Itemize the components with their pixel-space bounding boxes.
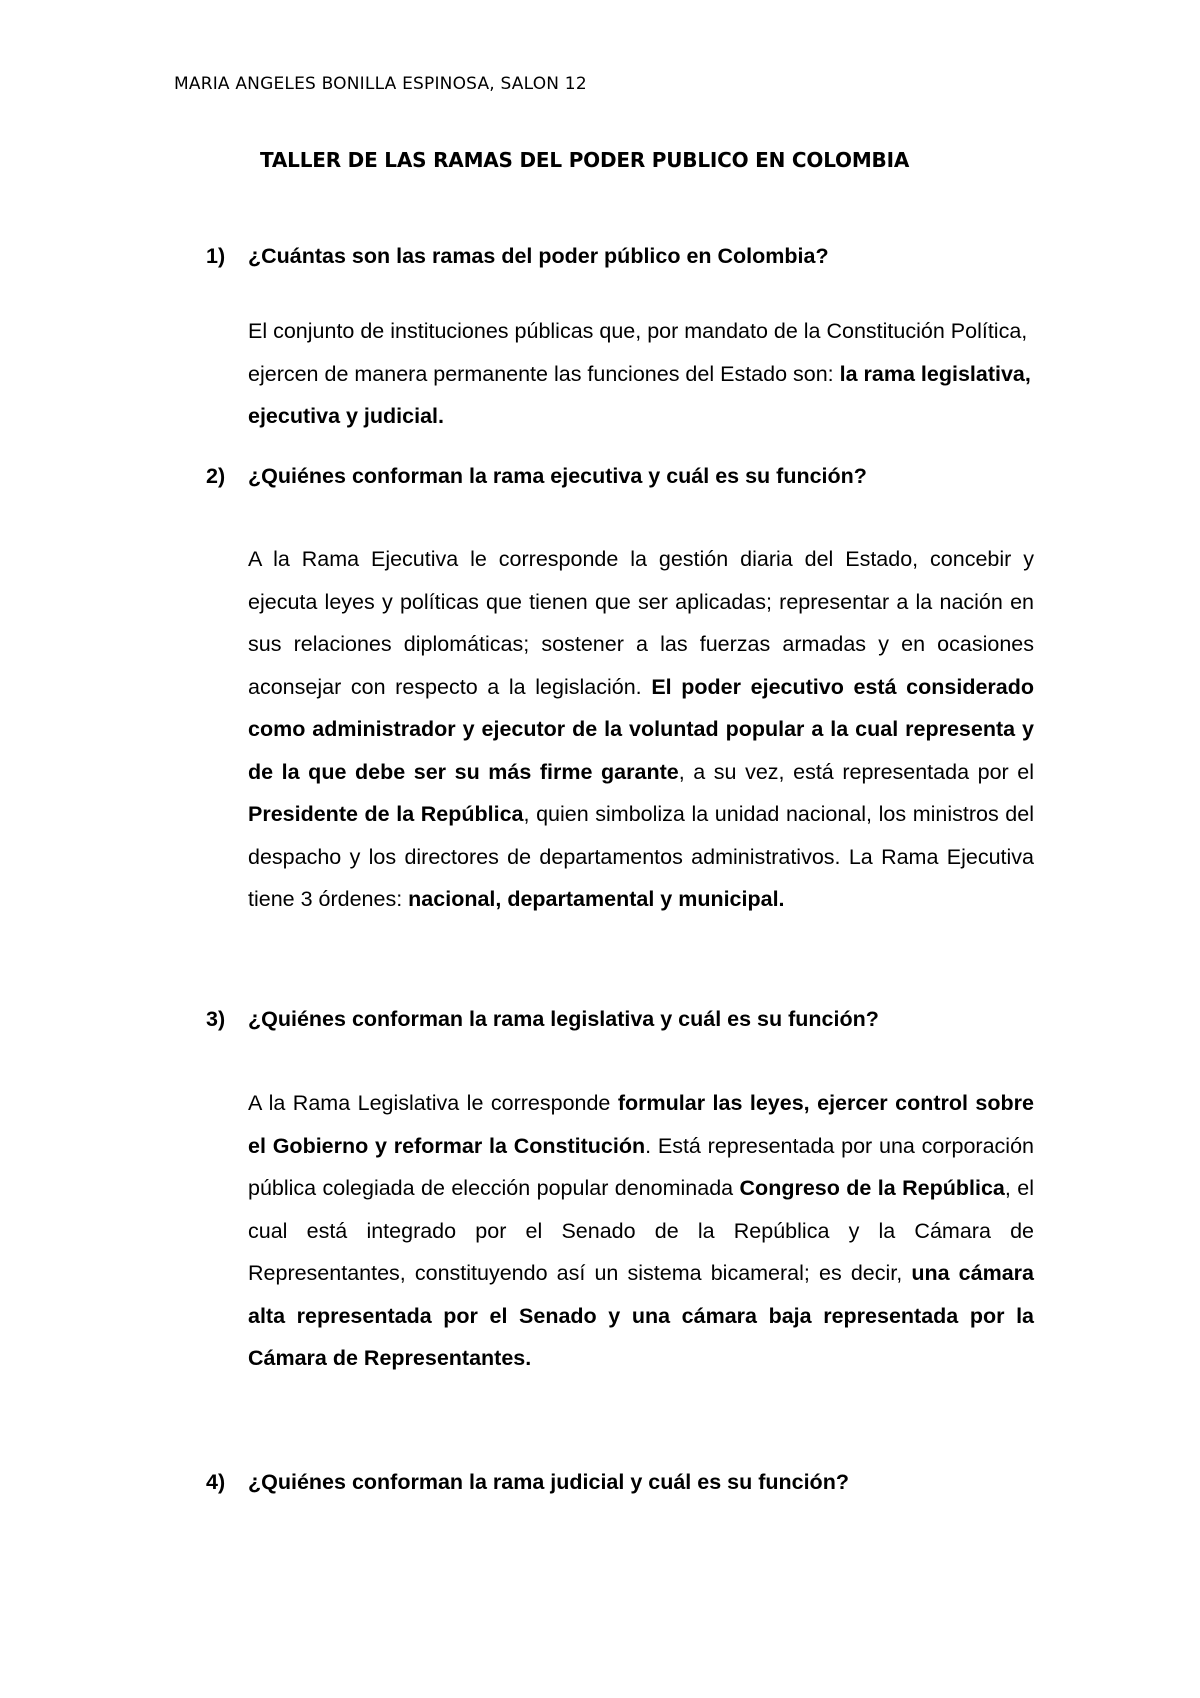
answer-3-bold-2: Congreso de la República xyxy=(739,1176,1005,1200)
answer-2-bold-2: Presidente de la República xyxy=(248,802,524,826)
answer-1-text-1: El conjunto de instituciones públicas que, por mandato de la Constitución Política, ejercen de manera permanente las funciones del Estado son: xyxy=(248,319,1028,386)
answer-3-text-2: . Está representada por una corporación pública colegiada de elección popular denominada xyxy=(248,1133,1034,1200)
answer-3-bold-1: formular las leyes, ejercer control sobre el Gobierno y reformar la Constitución xyxy=(248,1091,1034,1158)
question-3 xyxy=(206,1004,879,1034)
answer-1 xyxy=(248,310,1034,438)
question-3-number: 3) xyxy=(206,1007,226,1031)
answer-2-text-1: A la Rama Ejecutiva le corresponde la gestión diaria del Estado, concebir y ejecuta leyes y políticas que tienen que ser aplicadas; representar a la nación en sus relaciones diplomáticas; sostener a las fuerzas armadas y en ocasiones aconsejar con respecto a la legislación. xyxy=(248,547,1034,699)
question-3-text: ¿Quiénes conforman la rama legislativa y cuál es su función? xyxy=(248,1007,879,1031)
question-4-number: 4) xyxy=(206,1470,226,1494)
answer-3-bold-3: una cámara alta representada por el Senado y una cámara baja representada por la Cámara de Representantes. xyxy=(248,1261,1034,1370)
answer-2-text-3: , quien simboliza la unidad nacional, los ministros del despacho y los directores de departamentos administrativos. La Rama Ejecutiva tiene 3 órdenes: xyxy=(248,802,1035,911)
question-1-number: 1) xyxy=(206,244,226,268)
question-1-text: ¿Cuántas son las ramas del poder público en Colombia? xyxy=(248,244,829,268)
answer-2-text-2: , a su vez, está representada por el xyxy=(678,759,1034,784)
answer-2 xyxy=(248,538,1034,921)
answer-2-bold-3: nacional, departamental y municipal. xyxy=(408,887,785,911)
question-1 xyxy=(206,241,829,271)
question-2 xyxy=(206,461,867,491)
answer-1-bold-1: la rama legislativa, ejecutiva y judicial. xyxy=(248,361,1031,428)
question-4 xyxy=(206,1467,849,1497)
answer-3 xyxy=(248,1082,1034,1380)
answer-3-text-1: A la Rama Legislativa le corresponde xyxy=(248,1091,618,1115)
author-header: MARIA ANGELES BONILLA ESPINOSA, SALON 12 xyxy=(174,74,587,94)
answer-2-bold-1: El poder ejecutivo está considerado como administrador y ejecutor de la voluntad popular a la cual representa y de la que debe ser su más firme garante xyxy=(248,674,1035,784)
question-4-text: ¿Quiénes conforman la rama judicial y cuál es su función? xyxy=(248,1470,849,1494)
question-2-text: ¿Quiénes conforman la rama ejecutiva y cuál es su función? xyxy=(248,464,867,488)
answer-3-text-3: , el cual está integrado por el Senado de la República y la Cámara de Representantes, constituyendo así un sistema bicameral; es decir, xyxy=(248,1176,1034,1285)
document-title: TALLER DE LAS RAMAS DEL PODER PUBLICO EN COLOMBIA xyxy=(260,148,910,172)
question-2-number: 2) xyxy=(206,464,226,488)
